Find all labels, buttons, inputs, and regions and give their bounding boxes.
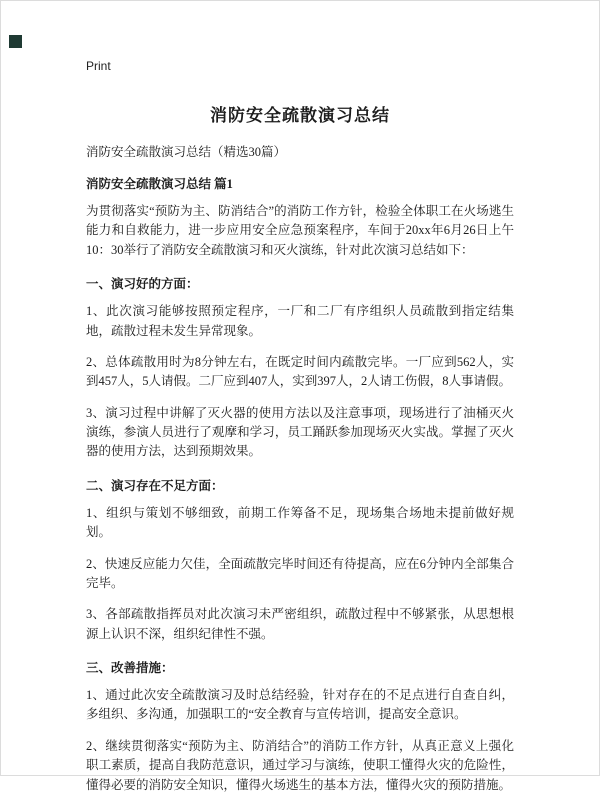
- paragraph: 2、总体疏散用时为8分钟左右，在既定时间内疏散完毕。一厂应到562人，实到457人，5人请假。二厂应到407人，实到397人，2人请工伤假，8人事请假。: [86, 354, 514, 389]
- document-title: 消防安全疏散演习总结: [210, 106, 390, 125]
- section-heading: 三、改善措施：: [86, 661, 174, 675]
- paragraph: 2、快速反应能力欠佳，全面疏散完毕时间还有待提高，应在6分钟内全部集合完毕。: [86, 556, 514, 590]
- paragraph: 1、通过此次安全疏散演习及时总结经验，针对存在的不足点进行自查自纠，多组织、多沟通，加强职工的“安全教育与宣传培训，提高安全意识。: [86, 688, 514, 722]
- paragraph: 1、组织与策划不够细致，前期工作筹备不足，现场集合场地未提前做好规划。: [86, 505, 514, 540]
- section-heading: 一、演习好的方面：: [86, 277, 199, 292]
- section-heading: 消防安全疏散演习总结 篇1: [86, 177, 233, 191]
- paragraph: 3、演习过程中讲解了灭火器的使用方法以及注意事项，现场进行了油桶灭火演练，参演人员进行了观摩和学习，员工踊跃参加现场灭火实战。掌握了灭火器的使用方法，达到预期效果。: [86, 405, 514, 459]
- paragraph: 1、此次演习能够按照预定程序，一厂和二厂有序组织人员疏散到指定结集地，疏散过程未发生异常现象。: [86, 304, 514, 338]
- section-heading: 二、演习存在不足方面：: [86, 478, 224, 493]
- document-content: [1, 1, 599, 795]
- paragraph: 为贯彻落实“预防为主、防消结合”的消防工作方针，检验全体职工在火场逃生能力和自救能力，进一步应用安全应急预案程序，车间于20xx年6月26日上午10：30举行了消防安全疏散演习和灭火演练，针对此次演习总结如下：: [86, 204, 514, 257]
- paragraph: 2、继续贯彻落实“预防为主、防消结合”的消防工作方针，从真正意义上强化职工素质，提高自我防范意识，通过学习与演练，使职工懂得火灾的危险性，懂得必要的消防安全知识，懂得火场逃生的基本方法，懂得火灾的预防措施。: [86, 738, 514, 792]
- corner-marker: [9, 35, 22, 48]
- print-button[interactable]: Print: [86, 59, 111, 73]
- document-subtitle: 消防安全疏散演习总结（精选30篇）: [86, 145, 287, 159]
- paragraph: 3、各部疏散指挥员对此次演习未严密组织，疏散过程中不够紧张，从思想根源上认识不深，组织纪律性不强。: [86, 607, 514, 641]
